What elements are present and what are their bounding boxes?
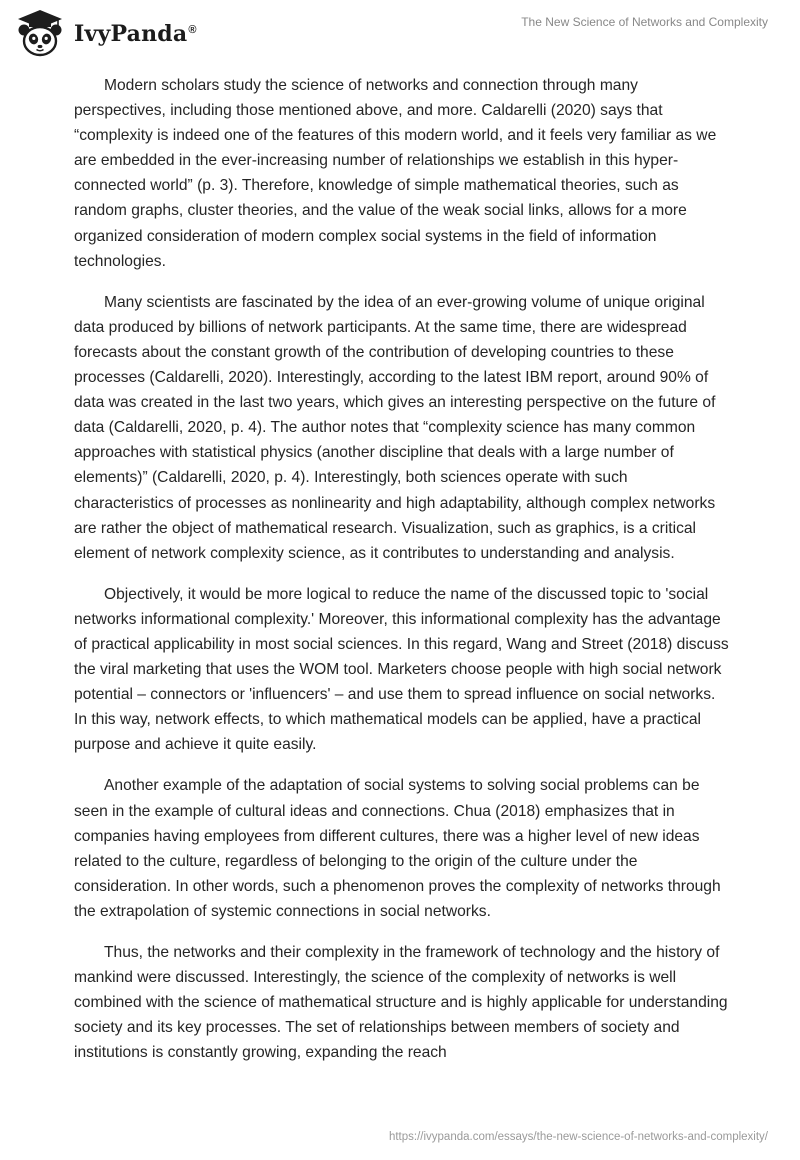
document-title: The New Science of Networks and Complexity (521, 15, 768, 29)
brand-name: IvyPanda® (74, 21, 197, 47)
paragraph: Another example of the adaptation of social systems to solving social problems can be seen in the example of cultural ideas and connections. Chua (2018) emphasizes that in companies having employees from different cultures, there was a higher level of new ideas related to the culture, regardless of belonging to the origin of the culture under the consideration. In other words, such a phenomenon proves the complexity of networks through the extrapolation of systemic connections in social networks. (74, 777, 721, 920)
essay-body (74, 73, 730, 1081)
paragraph: Many scientists are fascinated by the idea of an ever-growing volume of unique original data produced by billions of network participants. At the same time, there are widespread forecasts about the constant growth of the contribution of developing countries to these processes (Caldarelli, 2020). Interestingly, according to the latest IBM report, around 90% of data was created in the last two years, which gives an interesting perspective on the future of data (Caldarelli, 2020, p. 4). The author notes that “complexity science has many common approaches with statistical physics (another discipline that deals with a large number of elements)” (Caldarelli, 2020, p. 4). Interestingly, both sciences operate with such characteristics of processes as nonlinearity and high adaptability, although complex networks are rather the object of mathematical research. Visualization, such as graphics, is a critical element of network complexity science, as it contributes to understanding and analysis. (74, 293, 716, 562)
panda-logo-icon (14, 8, 66, 58)
page-header (0, 0, 800, 66)
paragraph: Thus, the networks and their complexity in the framework of technology and the history of mankind were discussed. Interestingly, the science of the complexity of networks is well combined with the science of mathematical structure and is highly applicable for understanding society and its key processes. The set of relationships between members of society and institutions is constantly growing, expanding the reach (74, 944, 728, 1062)
registered-mark: ® (188, 23, 197, 36)
brand-logo[interactable] (14, 8, 197, 58)
source-url[interactable]: https://ivypanda.com/essays/the-new-science-of-networks-and-complexity/ (388, 1131, 768, 1143)
paragraph: Objectively, it would be more logical to reduce the name of the discussed topic to 'social networks informational complexity.' Moreover, this informational complexity has the advantage of practical applicability in most social sciences. In this regard, Wang and Street (2018) discuss the viral marketing that uses the WOM tool. Marketers choose people with high social network potential – connectors or 'influencers' – and use them to spread influence on social networks. In this way, network effects, to which mathematical models can be applied, have a practical purpose and achieve it quite easily. (74, 585, 729, 754)
paragraph: Modern scholars study the science of networks and connection through many perspectives, including those mentioned above, and more. Caldarelli (2020) says that “complexity is indeed one of the features of this modern world, and it feels very familiar as we are embedded in the ever-increasing number of relationships we establish in this hyper-connected world” (p. 3). Therefore, knowledge of simple mathematical theories, such as random graphs, cluster theories, and the value of the weak social links, allows for a more organized consideration of modern complex social systems in the field of information technologies. (74, 77, 717, 270)
